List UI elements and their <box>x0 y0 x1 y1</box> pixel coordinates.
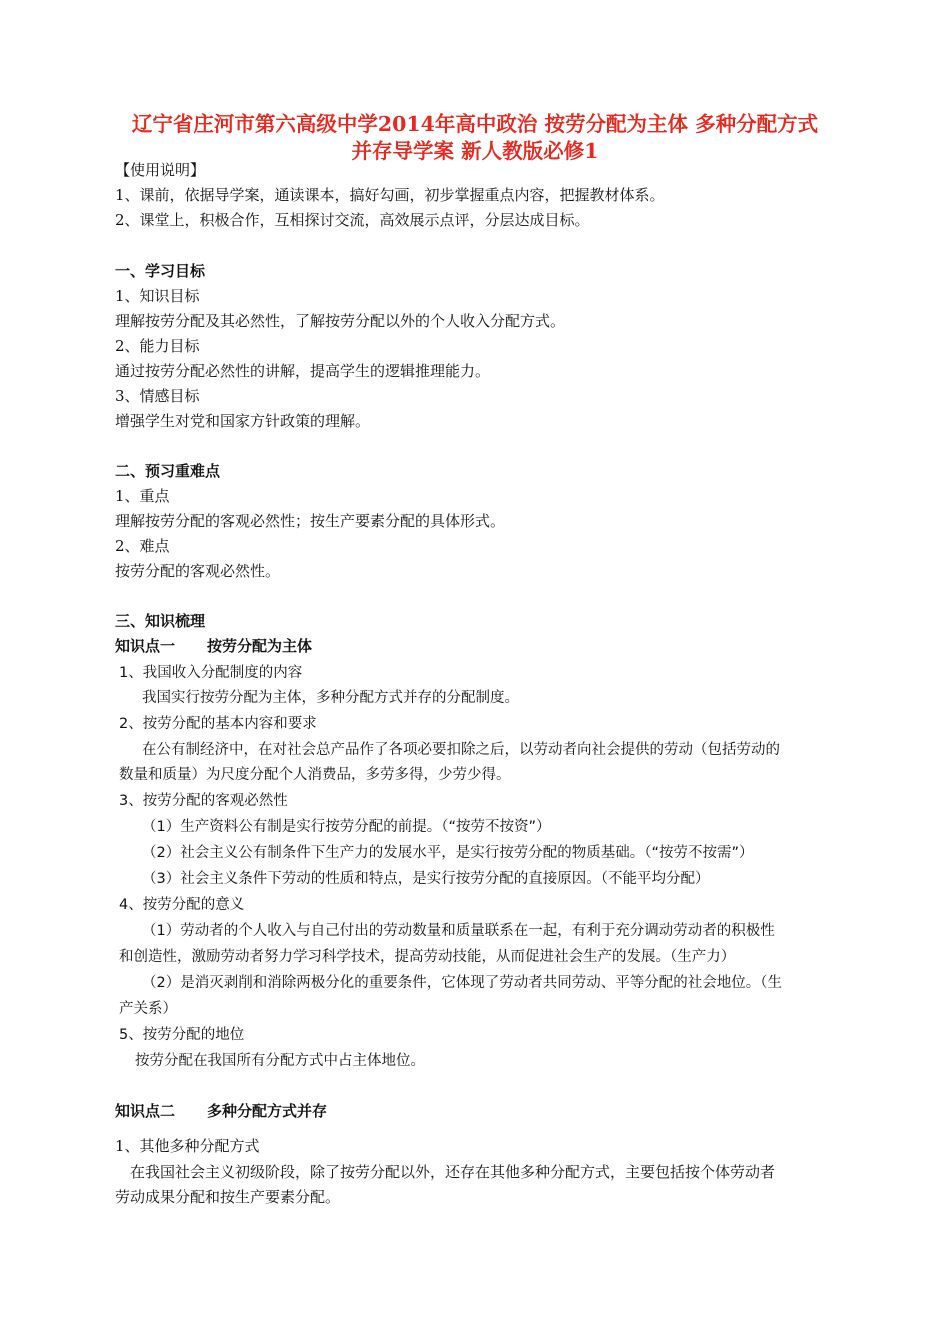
kp1-section-1-text: 我国实行按劳分配为主体，多种分配方式并存的分配制度。 <box>142 690 519 706</box>
ability-goal-text: 通过按劳分配必然性的讲解，提高学生的逻辑推理能力。 <box>115 362 491 380</box>
ability-goal-label: 2、能力目标 <box>115 337 200 355</box>
kp1-section-3-item-3: （3）社会主义条件下劳动的性质和特点，是实行按劳分配的直接原因。（不能平均分配） <box>142 871 710 887</box>
document-title-line-1: 辽宁省庄河市第六高级中学2014年高中政治 按劳分配为主体 多种分配方式 <box>131 112 819 136</box>
kp1-section-3: 3、按劳分配的客观必然性 <box>119 793 288 809</box>
knowledge-point-2-title: 多种分配方式并存 <box>207 1102 328 1120</box>
kp2-section-1-text-b: 劳动成果分配和按生产要素分配。 <box>115 1188 341 1206</box>
kp1-section-5: 5、按劳分配的地位 <box>119 1027 245 1043</box>
knowledge-heading: 三、知识梳理 <box>115 612 206 630</box>
kp1-section-4-item-1b: 和创造性，激励劳动者努力学习科学技术，提高劳动技能，从而促进社会生产的发展。（生产力） <box>119 949 736 965</box>
knowledge-point-1-title: 按劳分配为主体 <box>207 637 313 655</box>
kp1-section-4-item-2a: （2）是消灭剥削和消除两极分化的重要条件，它体现了劳动者共同劳动、平等分配的社会地位。（生 <box>142 975 782 991</box>
usage-item-1: 1、课前，依据导学案，通读课本，搞好勾画，初步掌握重点内容，把握教材体系。 <box>115 186 665 204</box>
usage-heading: 【使用说明】 <box>115 161 206 179</box>
knowledge-point-1-heading <box>115 635 312 657</box>
kp1-section-1: 1、我国收入分配制度的内容 <box>119 665 303 681</box>
kp1-section-3-item-2: （2）社会主义公有制条件下生产力的发展水平，是实行按劳分配的物质基础。（“按劳不按需”） <box>142 845 754 861</box>
knowledge-goal-label: 1、知识目标 <box>115 287 200 305</box>
kp1-section-5-text: 按劳分配在我国所有分配方式中占主体地位。 <box>135 1053 425 1069</box>
goals-heading: 一、学习目标 <box>115 262 206 280</box>
kp2-section-1: 1、其他多种分配方式 <box>115 1137 260 1155</box>
document-title-line-2: 并存导学案 新人教版必修1 <box>351 139 599 163</box>
hard-point-text: 按劳分配的客观必然性。 <box>115 562 281 580</box>
knowledge-point-2-heading <box>115 1100 327 1122</box>
knowledge-goal-text: 理解按劳分配及其必然性，了解按劳分配以外的个人收入分配方式。 <box>115 312 566 330</box>
kp1-section-4-item-2b: 产关系） <box>119 1001 177 1017</box>
kp1-section-4-item-1a: （1）劳动者的个人收入与自己付出的劳动数量和质量联系在一起，有利于充分调动劳动者的积极性 <box>142 923 775 939</box>
key-point-text: 理解按劳分配的客观必然性；按生产要素分配的具体形式。 <box>115 512 506 530</box>
kp1-section-2-text-b: 数量和质量）为尺度分配个人消费品，多劳多得，少劳少得。 <box>119 767 511 783</box>
kp2-section-1-text-a: 在我国社会主义初级阶段，除了按劳分配以外，还存在其他多种分配方式，主要包括按个体劳动者 <box>130 1163 776 1181</box>
kp1-section-4: 4、按劳分配的意义 <box>119 897 245 913</box>
emotion-goal-text: 增强学生对党和国家方针政策的理解。 <box>115 412 371 430</box>
key-point-label: 1、重点 <box>115 487 170 505</box>
knowledge-point-1-label: 知识点一 <box>115 637 176 655</box>
usage-item-2: 2、课堂上，积极合作，互相探讨交流，高效展示点评，分层达成目标。 <box>115 211 590 229</box>
difficulties-heading: 二、预习重难点 <box>115 462 221 480</box>
kp1-section-3-item-1: （1）生产资料公有制是实行按劳分配的前提。（“按劳不按资”） <box>142 819 551 835</box>
kp1-section-2-text-a: 在公有制经济中，在对社会总产品作了各项必要扣除之后，以劳动者向社会提供的劳动（包括劳动的 <box>142 742 780 758</box>
kp1-section-2: 2、按劳分配的基本内容和要求 <box>119 716 317 732</box>
hard-point-label: 2、难点 <box>115 537 170 555</box>
knowledge-point-2-label: 知识点二 <box>115 1102 176 1120</box>
emotion-goal-label: 3、情感目标 <box>115 387 200 405</box>
